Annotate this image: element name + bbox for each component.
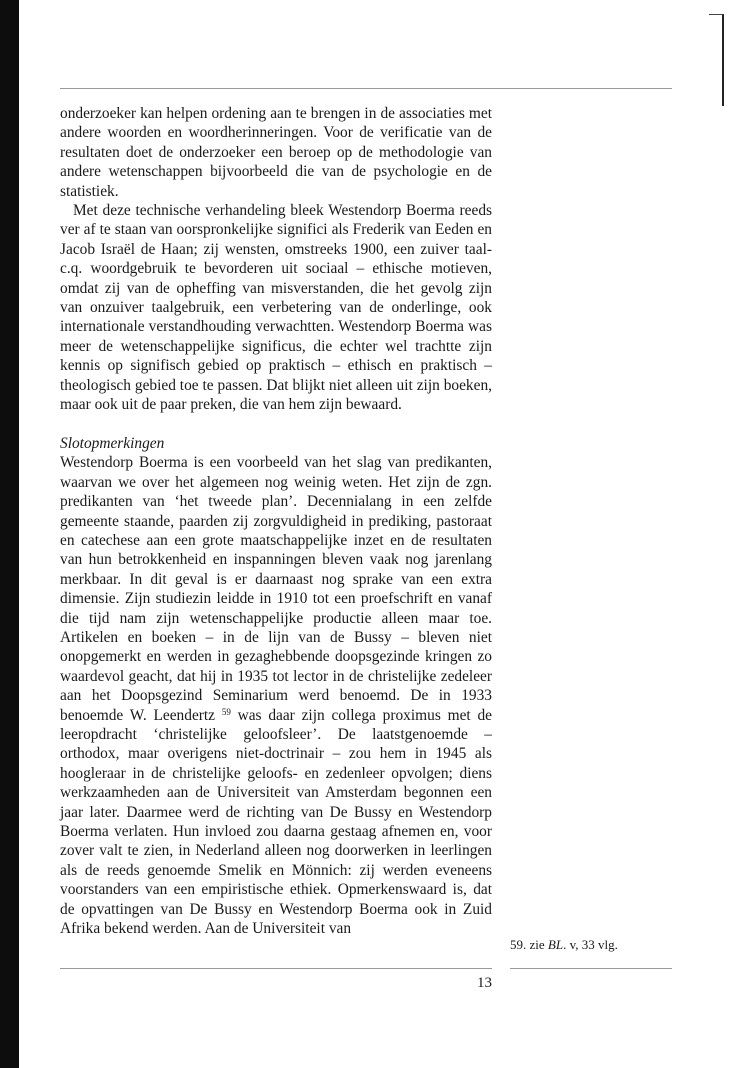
paragraph-part-b: was daar zijn collega proximus met de leeropdracht ‘christelijke geloofsleer’. De laatstgenoemde – orthodox, maar overigens niet-doctrinair – zou hem in 1945 als hoogleraar in de christelijke geloofs- en zedenleer opvolgen; diens werkzaamheden aan de Universiteit van Amsterdam begonnen een jaar later. Daarmee werd de richting van De Bussy en Westendorp Boerma verlaten. Hun invloed zou daarna gestaag afnemen en, voor zover valt te zien, in Nederland alleen nog doorwerken in leerlingen als de reeds genoemde Smelik en Mönnich: zij werden eveneens voorstanders van een empiristische ethiek. Opmerkenswaard is, dat de opvattingen van De Bussy en Westendorp Boerma ook in Zuid Afrika bekend werden. Aan de Universiteit van (60, 706, 492, 938)
paragraph-part-a: Westendorp Boerma is een voorbeeld van het slag van predikanten, waarvan we over het algemeen nog weinig weten. Het zijn de zgn. predikanten van ‘het tweede plan’. Decennialang in een zelfde gemeente staande, paarden zij zorgvuldigheid in prediking, pastoraat en catechese aan een grote maatschappelijke inzet en de resultaten van hun betrokkenheid en inspanningen bleven vaak nog jarenlang merkbaar. In dit geval is er daarnaast nog sprake van een extra dimensie. Zijn studiezin leidde in 1910 tot een proefschrift en vanaf die tijd nam zijn wetenschappelijke productie alleen maar toe. Artikelen en boeken – in de lijn van de Bussy – bleven niet onopgemerkt en werden in gezaghebbende doopsgezinde kringen zo waardevol geacht, dat hij in 1935 tot lector in de christelijke zedeleer aan het Doopsgezind Seminarium werd benoemd. De in 1933 benoemde W. Leendertz (60, 454, 492, 724)
footnote-rule (510, 968, 672, 969)
footnote-reference: 59 (221, 706, 231, 717)
main-text (60, 104, 492, 938)
footnote-text-after: . v, 33 vlg. (563, 937, 618, 952)
section-heading: Slotopmerkingen (60, 434, 165, 452)
footnote-59 (510, 937, 680, 953)
footnote-number: 59. (510, 937, 527, 952)
footnote-italic: BL (547, 937, 564, 952)
page-number: 13 (477, 975, 492, 991)
scan-edge-left (0, 0, 19, 1068)
paragraph-continued: onderzoeker kan helpen ordening aan te brengen in de associaties met andere woorden en woordherinneringen. Voor de verificatie van de resultaten doet de onderzoeker een beroep op de methodologie van andere wetenschappen bijvoorbeeld die van de psychologie en de statistiek. (60, 105, 492, 200)
scan-edge-right (722, 14, 724, 106)
paragraph-significi: Met deze technische verhandeling bleek Westendorp Boerma reeds ver af te staan van oorspronkelijke significi als Frederik van Eeden en Jacob Israël de Haan; zij wensten, omstreeks 1900, een zuiver taal- c.q. woordgebruik te bevorderen uit sociaal – ethische motieven, omdat zij van de opheffing van misverstanden, die het gevolg zijn van onzuiver taalgebruik, een verbetering van de onderlinge, ook internationale verstandhouding verwachtten. Westendorp Boerma was meer de wetenschappelijke significus, die echter wel trachtte zijn kennis op signifisch gebied op praktisch – ethisch en praktisch – theologisch gebied toe te passen. Dat blijkt niet alleen uit zijn boeken, maar ook uit de paar preken, die van hem zijn bewaard. (60, 202, 492, 414)
paragraph-slotopmerkingen (60, 453, 492, 938)
header-rule (60, 88, 672, 89)
footer-rule (60, 968, 492, 969)
footnote-text-before: zie (529, 937, 545, 952)
scan-edge-tick (709, 14, 723, 15)
